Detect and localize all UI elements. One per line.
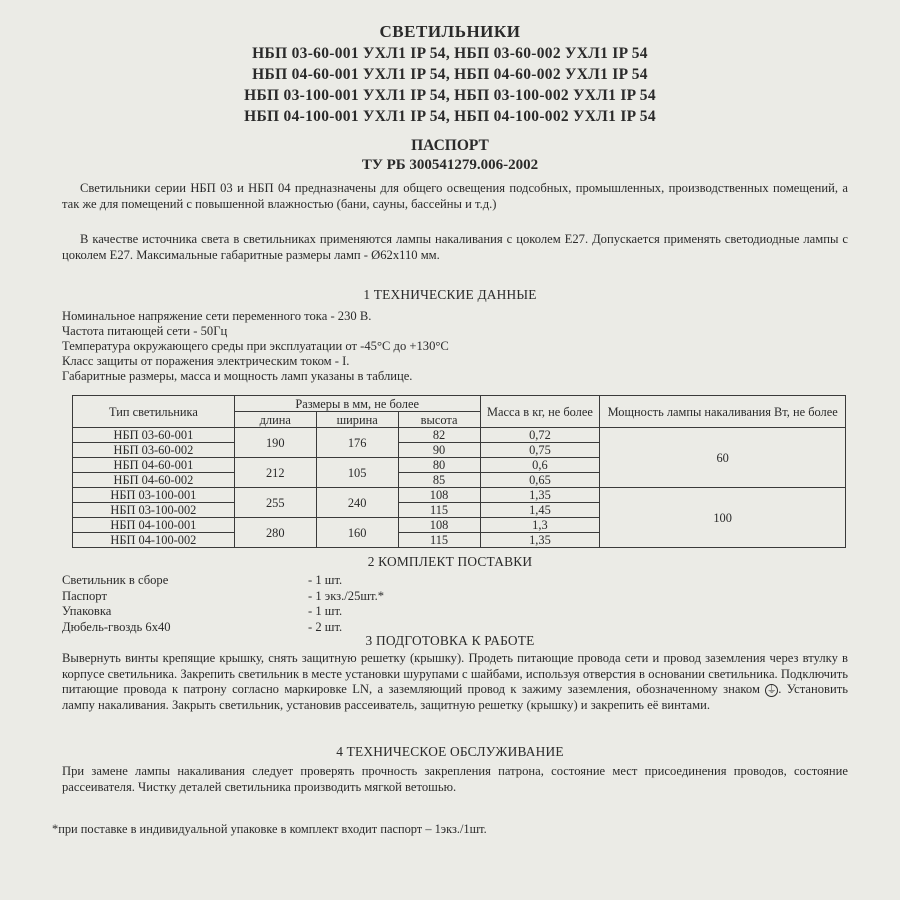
cell-type: НБП 03-100-002 xyxy=(73,503,235,518)
preparation-paragraph xyxy=(62,651,848,713)
cell-type: НБП 03-60-002 xyxy=(73,443,235,458)
maintenance-paragraph: При замене лампы накаливания следует проверять прочность закрепления патрона, состояние мест присоединения проводов, состояние рассеивателя. Чистку деталей светильника производить мягкой ветошью. xyxy=(62,764,848,794)
technical-data-list xyxy=(62,309,449,384)
col-type-header: Тип светильника xyxy=(73,396,235,428)
cell-length: 280 xyxy=(234,518,316,548)
cell-height: 85 xyxy=(398,473,480,488)
kit-item-qty: - 1 экз./25шт.* xyxy=(308,588,385,603)
cell-height: 108 xyxy=(398,518,480,533)
cell-mass: 0,75 xyxy=(480,443,600,458)
cell-power: 100 xyxy=(600,488,846,548)
doc-type-heading: ПАСПОРТ xyxy=(411,137,489,154)
cell-height: 108 xyxy=(398,488,480,503)
cell-type: НБП 04-60-001 xyxy=(73,458,235,473)
cell-type: НБП 03-60-001 xyxy=(73,428,235,443)
section-1-heading: 1 ТЕХНИЧЕСКИЕ ДАННЫЕ xyxy=(363,287,537,302)
footnote: *при поставке в индивидуальной упаковке в комплект входит паспорт – 1экз./1шт. xyxy=(52,822,487,836)
cell-mass: 0,6 xyxy=(480,458,600,473)
kit-item-name: Паспорт xyxy=(62,588,107,603)
tech-line: Класс защиты от поражения электрическим током - I. xyxy=(62,354,350,368)
kit-item-qty: - 1 шт. xyxy=(308,604,343,618)
list-item xyxy=(62,604,462,620)
tech-line: Габаритные размеры, масса и мощность ламп указаны в таблице. xyxy=(62,369,413,383)
cell-height: 80 xyxy=(398,458,480,473)
col-width-header: ширина xyxy=(316,412,398,428)
cell-mass: 1,45 xyxy=(480,503,600,518)
cell-mass: 1,35 xyxy=(480,488,600,503)
cell-height: 115 xyxy=(398,503,480,518)
intro-paragraph-2: В качестве источника света в светильниках применяются лампы накаливания с цоколем Е27. Допускается применять светодиодные лампы с цоколем Е27. Максимальные габаритные размеры ламп - Ø62х110 мм. xyxy=(62,232,848,262)
tech-line: Номинальное напряжение сети переменного тока - 230 В. xyxy=(62,309,372,323)
delivery-kit-list xyxy=(62,573,462,635)
spec-code: ТУ РБ 300541279.006-2002 xyxy=(361,157,539,173)
kit-item-qty: - 1 шт. xyxy=(308,573,343,587)
cell-type: НБП 03-100-001 xyxy=(73,488,235,503)
col-power-header: Мощность лампы накаливания Вт, не более xyxy=(600,396,846,428)
model-line-3: НБП 03-100-001 УХЛ1 IP 54, НБП 03-100-002 УХЛ1 IP 54 xyxy=(244,87,656,104)
table-row xyxy=(73,428,846,443)
preparation-text-a: Вывернуть винты крепящие крышку, снять защитную решетку (крышку). Продеть питающие провода сети и провод заземления через втулку в корпусе светильника. Закрепить светильник в месте установки шурупами с шайбами, используя отверстия в основании светильника. Подключить питающие провода к патрону согласно маркировке LN, а заземляющий провод к зажиму заземления, обозначенному знаком xyxy=(62,651,848,696)
section-3-heading: 3 ПОДГОТОВКА К РАБОТЕ xyxy=(365,633,535,648)
model-line-4: НБП 04-100-001 УХЛ1 IP 54, НБП 04-100-002 УХЛ1 IP 54 xyxy=(244,108,656,125)
cell-type: НБП 04-100-002 xyxy=(73,533,235,548)
cell-type: НБП 04-60-002 xyxy=(73,473,235,488)
cell-length: 255 xyxy=(234,488,316,518)
cell-height: 82 xyxy=(398,428,480,443)
col-height-header: высота xyxy=(398,412,480,428)
list-item xyxy=(62,589,462,605)
cell-width: 176 xyxy=(316,428,398,458)
cell-length: 212 xyxy=(234,458,316,488)
model-line-1: НБП 03-60-001 УХЛ1 IP 54, НБП 03-60-002 УХЛ1 IP 54 xyxy=(252,45,648,62)
cell-mass: 1,35 xyxy=(480,533,600,548)
intro-paragraph-1: Светильники серии НБП 03 и НБП 04 предназначены для общего освещения подсобных, промышленных, производственных помещений, а так же для помещений с повышенной влажностью (бани, сауны, бассейны и т.д.) xyxy=(62,181,848,211)
tech-line: Температура окружающего среды при эксплуатации от -45°С до +130°С xyxy=(62,339,449,353)
kit-item-name: Светильник в сборе xyxy=(62,573,169,587)
cell-mass: 0,65 xyxy=(480,473,600,488)
kit-item-qty: - 2 шт. xyxy=(308,619,343,634)
col-mass-header: Масса в кг, не более xyxy=(480,396,600,428)
cell-power: 60 xyxy=(600,428,846,488)
kit-item-name: Упаковка xyxy=(62,604,112,618)
list-item xyxy=(62,573,462,589)
cell-mass: 1,3 xyxy=(480,518,600,533)
model-line-2: НБП 04-60-001 УХЛ1 IP 54, НБП 04-60-002 УХЛ1 IP 54 xyxy=(252,66,648,83)
cell-mass: 0,72 xyxy=(480,428,600,443)
cell-width: 105 xyxy=(316,458,398,488)
table-header-row xyxy=(73,396,846,412)
preparation-text-b: . Установить лампу накаливания. Закрыть светильник, установив рассеиватель, защитную решетку (крышку) и закрепить её винтами. xyxy=(62,682,848,712)
spec-table xyxy=(72,395,846,548)
cell-height: 115 xyxy=(398,533,480,548)
cell-type: НБП 04-100-001 xyxy=(73,518,235,533)
col-length-header: длина xyxy=(234,412,316,428)
tech-line: Частота питающей сети - 50Гц xyxy=(62,324,228,338)
cell-height: 90 xyxy=(398,443,480,458)
cell-length: 190 xyxy=(234,428,316,458)
table-row xyxy=(73,488,846,503)
section-2-heading: 2 КОМПЛЕКТ ПОСТАВКИ xyxy=(367,554,533,569)
document-title: СВЕТИЛЬНИКИ xyxy=(379,22,521,41)
cell-width: 240 xyxy=(316,488,398,518)
cell-width: 160 xyxy=(316,518,398,548)
section-4-heading: 4 ТЕХНИЧЕСКОЕ ОБСЛУЖИВАНИЕ xyxy=(336,744,564,759)
col-dims-header: Размеры в мм, не более xyxy=(234,396,480,412)
ground-icon: ⏚ xyxy=(766,684,777,696)
kit-item-name: Дюбель-гвоздь 6х40 xyxy=(62,619,171,634)
